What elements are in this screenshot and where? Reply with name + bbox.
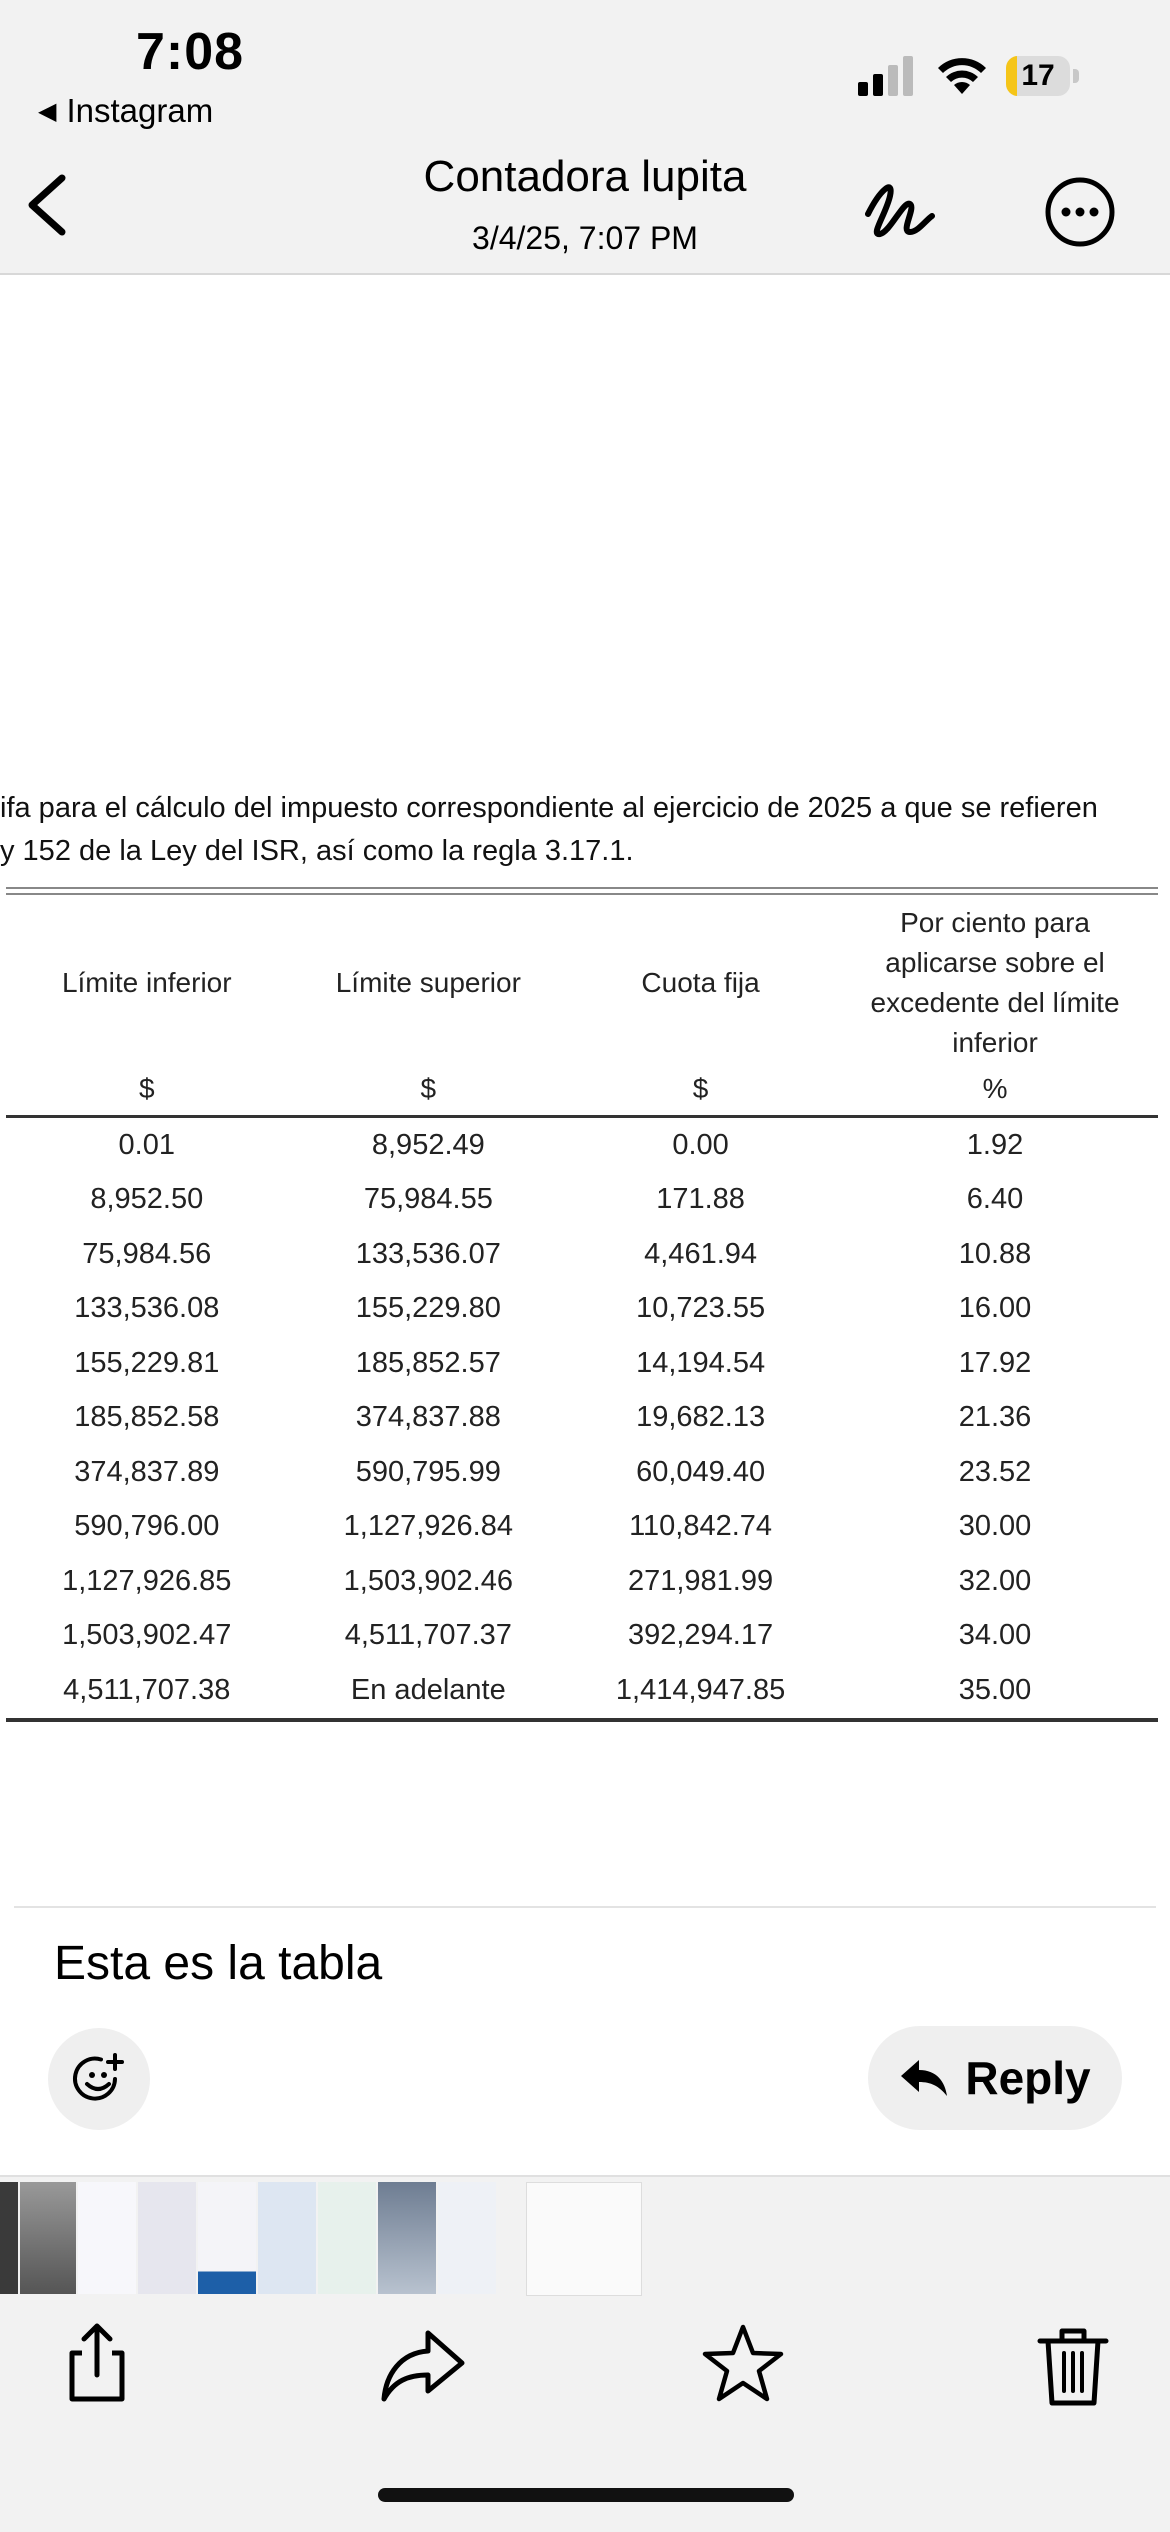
table-cell: 374,837.89 <box>74 1455 220 1488</box>
message-timestamp: 3/4/25, 7:07 PM <box>472 220 698 256</box>
table-cell: 1.92 <box>966 1128 1024 1161</box>
document-intro-line1: ifa para el cálculo del impuesto correspondiente al ejercicio de 2025 a que se refieren <box>0 792 1098 824</box>
table-cell: 23.52 <box>958 1455 1032 1488</box>
thumbnail[interactable] <box>258 2182 316 2294</box>
chevron-left-icon[interactable] <box>18 170 78 240</box>
table-row <box>6 1500 1158 1555</box>
reply-arrow-icon <box>899 2058 949 2098</box>
thumbnail[interactable] <box>378 2182 436 2294</box>
document-intro-line2: y 152 de la Ley del ISR, así como la regla 3.17.1. <box>0 835 634 867</box>
table-cell: 0.01 <box>118 1128 175 1161</box>
thumbnail-selected[interactable] <box>526 2182 642 2296</box>
table-cell: 10.88 <box>958 1237 1032 1270</box>
status-bar <box>0 0 1170 140</box>
table-cell: 35.00 <box>832 1663 1158 1720</box>
table-cell: 4,511,707.37 <box>344 1619 512 1652</box>
wifi-icon <box>936 52 988 94</box>
header-limite-superior: Límite superior <box>335 967 521 998</box>
header-por-ciento: Por ciento para aplicarse sobre el excedente del límite inferior <box>870 907 1120 1058</box>
document-intro <box>0 787 1170 873</box>
table-cell: 590,796.00 <box>74 1510 220 1543</box>
table-cell: 392,294.17 <box>627 1619 774 1652</box>
reply-label: Reply <box>965 2052 1091 2104</box>
table-cell: 4,511,707.38 <box>6 1663 288 1720</box>
table-cell: 185,852.58 <box>74 1401 220 1434</box>
header-cuota-fija: Cuota fija <box>641 967 760 998</box>
table-cell: 14,194.54 <box>636 1346 766 1379</box>
table-row <box>6 1609 1158 1664</box>
thumbnail[interactable] <box>138 2182 196 2294</box>
unit-cell: % <box>832 1063 1158 1117</box>
table-cell: 16.00 <box>958 1292 1032 1325</box>
table-cell: 21.36 <box>958 1401 1032 1434</box>
back-triangle-icon: ◀ <box>38 97 57 125</box>
share-icon[interactable] <box>52 2319 142 2409</box>
isr-tariff-table <box>6 903 1158 1722</box>
attachment-image[interactable] <box>0 275 1170 1905</box>
header-limite-inferior: Límite inferior <box>61 967 232 998</box>
unit-cell: $ <box>6 1063 288 1117</box>
table-top-rule <box>6 887 1158 895</box>
divider <box>14 1906 1156 1908</box>
trash-icon[interactable] <box>1028 2319 1118 2409</box>
table-cell: 155,229.81 <box>74 1346 220 1379</box>
star-icon[interactable] <box>698 2319 788 2409</box>
table-cell: 110,842.74 <box>629 1510 773 1543</box>
table-cell: 75,984.55 <box>363 1183 493 1216</box>
markup-pen-icon[interactable] <box>860 170 940 250</box>
ellipsis-circle-icon[interactable] <box>1040 172 1120 252</box>
back-app-label: Instagram <box>66 92 214 129</box>
thumbnail[interactable] <box>20 2182 76 2294</box>
table-cell: 8,952.49 <box>371 1128 485 1161</box>
table-body <box>6 1117 1158 1720</box>
thumbnail[interactable] <box>0 2182 18 2294</box>
table-cell: 8,952.50 <box>90 1183 204 1216</box>
table-cell: 6.40 <box>966 1183 1024 1216</box>
table-cell: 133,536.07 <box>355 1237 501 1270</box>
table-cell: 1,503,902.47 <box>62 1619 232 1652</box>
reply-button[interactable] <box>868 2026 1122 2130</box>
unit-cell: $ <box>288 1063 570 1117</box>
table-cell: 30.00 <box>958 1510 1032 1543</box>
table-cell: 34.00 <box>958 1619 1032 1652</box>
table-cell: 271,981.99 <box>627 1564 774 1597</box>
table-cell: 155,229.80 <box>355 1292 501 1325</box>
thumbnail[interactable] <box>198 2182 256 2294</box>
message-caption: Esta es la tabla <box>54 1937 383 1990</box>
add-reaction-button[interactable] <box>48 2028 150 2130</box>
unit-cell: $ <box>569 1063 832 1117</box>
table-cell: 19,682.13 <box>636 1401 766 1434</box>
navigation-bar <box>0 140 1170 275</box>
table-row <box>6 1227 1158 1282</box>
table-cell: 17.92 <box>958 1346 1032 1379</box>
table-cell: 171.88 <box>656 1183 745 1216</box>
status-time: 7:08 <box>136 23 245 81</box>
table-row <box>6 1445 1158 1500</box>
page-title: Contadora lupita <box>423 152 747 201</box>
table-row <box>6 1336 1158 1391</box>
thumbnail[interactable] <box>78 2182 136 2294</box>
back-to-app-link[interactable] <box>38 92 213 130</box>
table-row <box>6 1663 1158 1720</box>
thumbnail[interactable] <box>438 2182 496 2294</box>
table-cell: 1,503,902.46 <box>343 1564 513 1597</box>
table-row <box>6 1554 1158 1609</box>
table-cell: 590,795.99 <box>355 1455 501 1488</box>
table-row <box>6 1282 1158 1337</box>
table-cell: 185,852.57 <box>355 1346 501 1379</box>
table-row <box>6 1117 1158 1173</box>
table-cell: 10,723.55 <box>636 1292 766 1325</box>
table-cell: 374,837.88 <box>355 1401 501 1434</box>
table-cell: 1,127,926.84 <box>343 1510 513 1543</box>
table-cell: 32.00 <box>958 1564 1032 1597</box>
table-cell: 133,536.08 <box>74 1292 220 1325</box>
table-row <box>6 1173 1158 1228</box>
table-row <box>6 1391 1158 1446</box>
home-indicator <box>378 2488 794 2502</box>
table-cell: 75,984.56 <box>82 1237 212 1270</box>
table-cell: En adelante <box>288 1663 570 1720</box>
battery-icon <box>1006 56 1080 96</box>
forward-icon[interactable] <box>378 2319 468 2409</box>
cellular-signal-icon <box>858 56 918 96</box>
table-cell: 1,127,926.85 <box>62 1564 232 1597</box>
battery-level: 17 <box>1021 59 1055 92</box>
table-cell: 0.00 <box>672 1128 729 1161</box>
add-reaction-icon <box>71 2051 127 2107</box>
table-cell: 4,461.94 <box>644 1237 758 1270</box>
thumbnail[interactable] <box>318 2182 376 2294</box>
table-cell: 60,049.40 <box>636 1455 766 1488</box>
thumbnail-strip <box>0 2175 1170 2297</box>
table-cell: 1,414,947.85 <box>569 1663 832 1720</box>
